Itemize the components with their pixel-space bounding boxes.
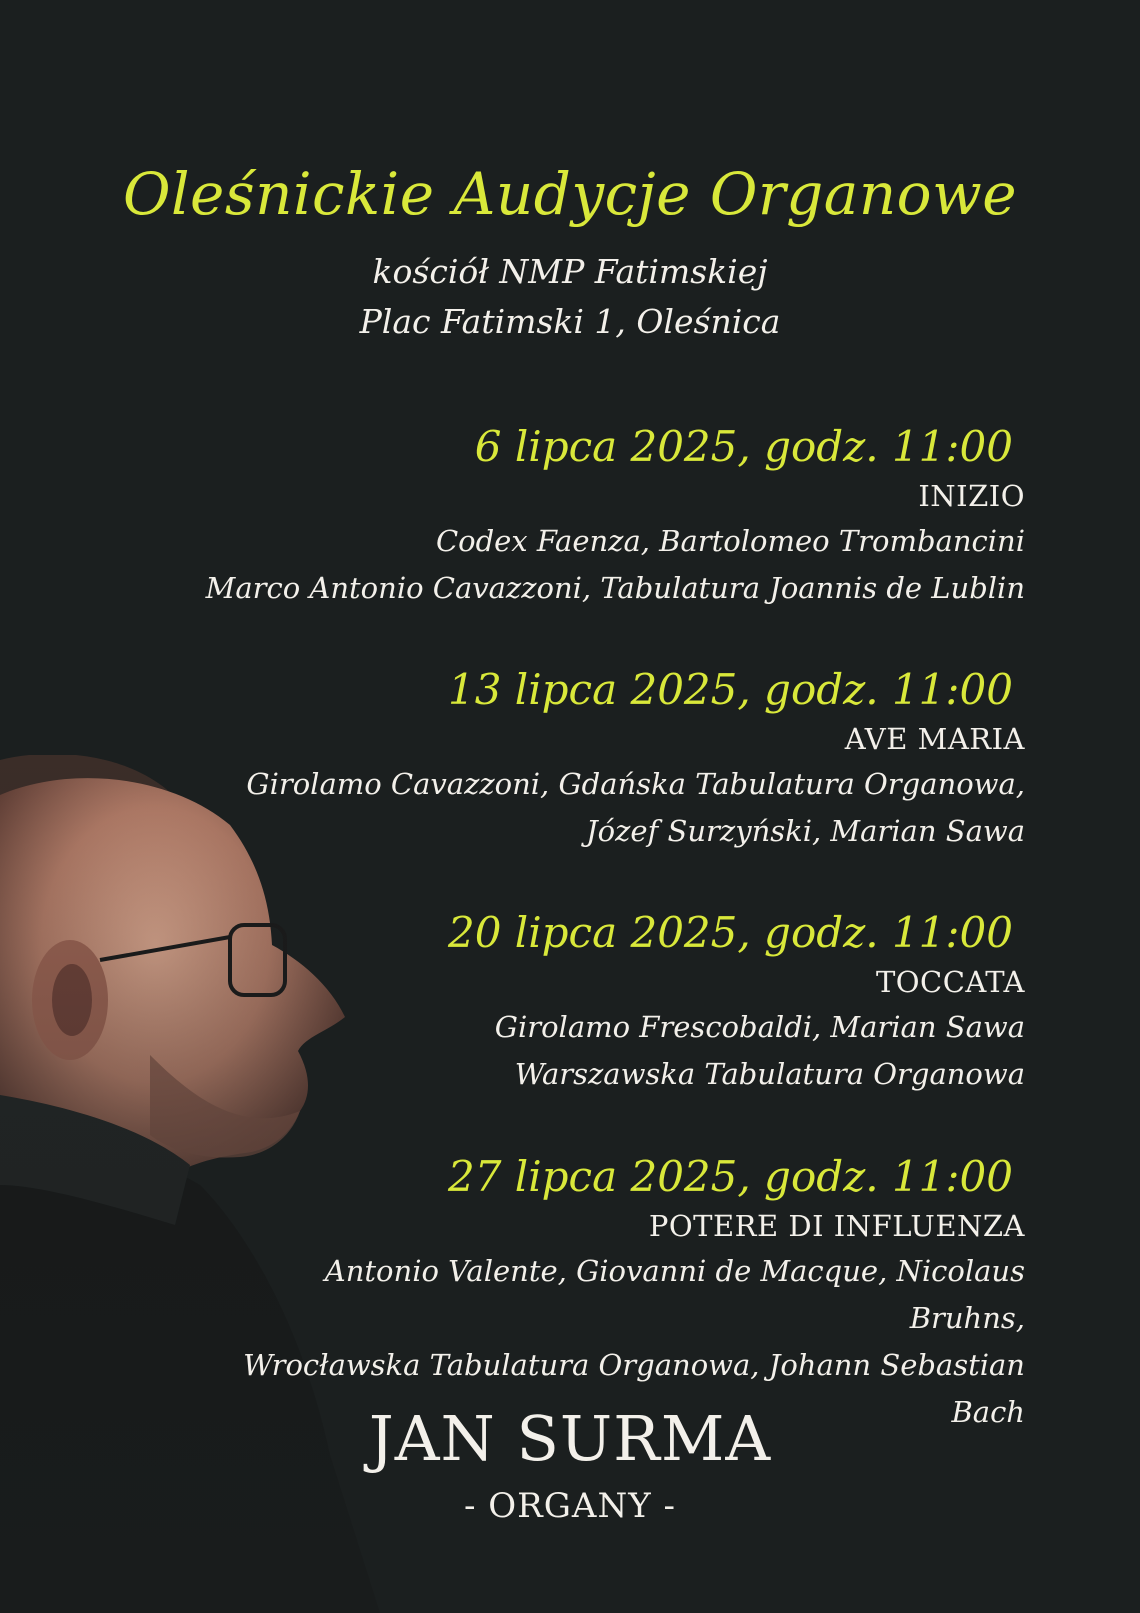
concert-works-line: Antonio Valente, Giovanni de Macque, Nicolaus Bruhns, <box>324 1254 1025 1335</box>
concert-item <box>205 420 1025 612</box>
concert-item <box>205 1150 1025 1436</box>
concert-date: 13 lipca 2025, godz. 11:00 <box>448 665 1013 714</box>
concert-works-line: Codex Faenza, Bartolomeo Trombancini <box>435 524 1025 558</box>
venue-address: Plac Fatimski 1, Oleśnica <box>359 302 781 341</box>
concert-item <box>205 663 1025 855</box>
concert-program-title: INIZIO <box>918 479 1025 513</box>
concert-program-title: AVE MARIA <box>844 722 1025 756</box>
concert-works-line: Warszawska Tabulatura Organowa <box>514 1057 1025 1091</box>
concert-date: 20 lipca 2025, godz. 11:00 <box>448 908 1013 957</box>
concert-program-title: TOCCATA <box>875 965 1025 999</box>
concert-works-line: Józef Surzyński, Marian Sawa <box>586 814 1025 848</box>
venue-name: kościół NMP Fatimskiej <box>372 252 768 291</box>
poster-title: Oleśnickie Audycje Organowe <box>122 160 1018 228</box>
concert-works-line: Girolamo Cavazzoni, Gdańska Tabulatura Organowa, <box>246 767 1025 801</box>
concert-works-line: Wrocławska Tabulatura Organowa, Johann Sebastian Bach <box>243 1348 1025 1429</box>
concert-program-title: POTERE DI INFLUENZA <box>648 1209 1025 1243</box>
concert-works-line: Girolamo Frescobaldi, Marian Sawa <box>494 1010 1025 1044</box>
performer-instrument: - ORGANY - <box>464 1486 676 1526</box>
concert-date: 27 lipca 2025, godz. 11:00 <box>448 1152 1013 1201</box>
concert-item <box>205 906 1025 1098</box>
concert-works-line: Marco Antonio Cavazzoni, Tabulatura Joannis de Lublin <box>205 571 1025 605</box>
concert-date: 6 lipca 2025, godz. 11:00 <box>474 422 1013 471</box>
performer-name: JAN SURMA <box>368 1402 772 1475</box>
